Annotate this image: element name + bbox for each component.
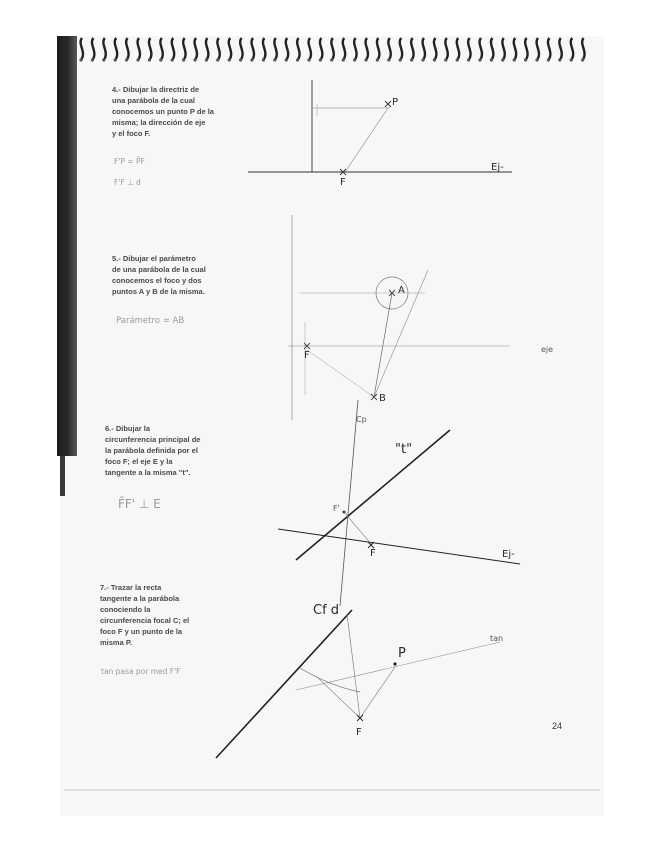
problem-6-note: F̄F' ⊥ E: [118, 497, 161, 511]
problem-7-text: 7.- Trazar la recta tangente a la parábola conociendo la circunferencia focal C; el foco F y un punto de la misma P.: [100, 583, 190, 647]
p6-label-F: F: [370, 548, 376, 559]
problem-6-drawing: [278, 400, 520, 606]
p7-label-tan: tan: [490, 634, 504, 643]
page-number: 24: [552, 721, 563, 731]
problem-6-text: 6.- Dibujar la circunferencia principal de la parábola definida por el foco F; el eje E y la tangente a la misma "t".: [105, 424, 201, 477]
p5-label-Cp: Cp: [356, 415, 367, 424]
p5-label-B: B: [379, 393, 386, 404]
problem-4-note-1: F'P = P̄F: [114, 157, 145, 166]
p7-label-F: F: [356, 727, 362, 738]
p4-label-P: P: [392, 97, 399, 108]
p7-label-Cfd: Cf d: [313, 603, 340, 618]
p7-label-P: P: [398, 646, 406, 661]
p6-label-t: "t": [395, 442, 413, 457]
p5-label-eje: eje: [541, 345, 554, 354]
problem-7-note: tan pasa por med F'F: [101, 667, 181, 676]
p4-label-Ej: Ej-: [491, 162, 504, 173]
problem-4-drawing: [248, 80, 512, 175]
problem-5-text: 5.- Dibujar el parámetro de una parábola de la cual conocemos el foco y dos puntos A y B de la misma.: [112, 254, 206, 296]
problem-5-drawing: [288, 215, 510, 420]
p5-label-F: F: [304, 350, 310, 361]
p6-label-Ej: Ej-: [502, 549, 515, 560]
p6-label-F-prime: F': [333, 504, 340, 513]
problem-4-text: 4.- Dibujar la directriz de una parábola de la cual conocemos un punto P de la misma; la dirección de eje y el foco F.: [112, 85, 214, 138]
problem-4-note-2: F'F ⊥ d: [114, 178, 141, 187]
problem-5-note: Parámetro = AB: [116, 316, 185, 326]
p4-label-F: F: [340, 177, 346, 188]
p5-label-A: A: [398, 285, 405, 296]
